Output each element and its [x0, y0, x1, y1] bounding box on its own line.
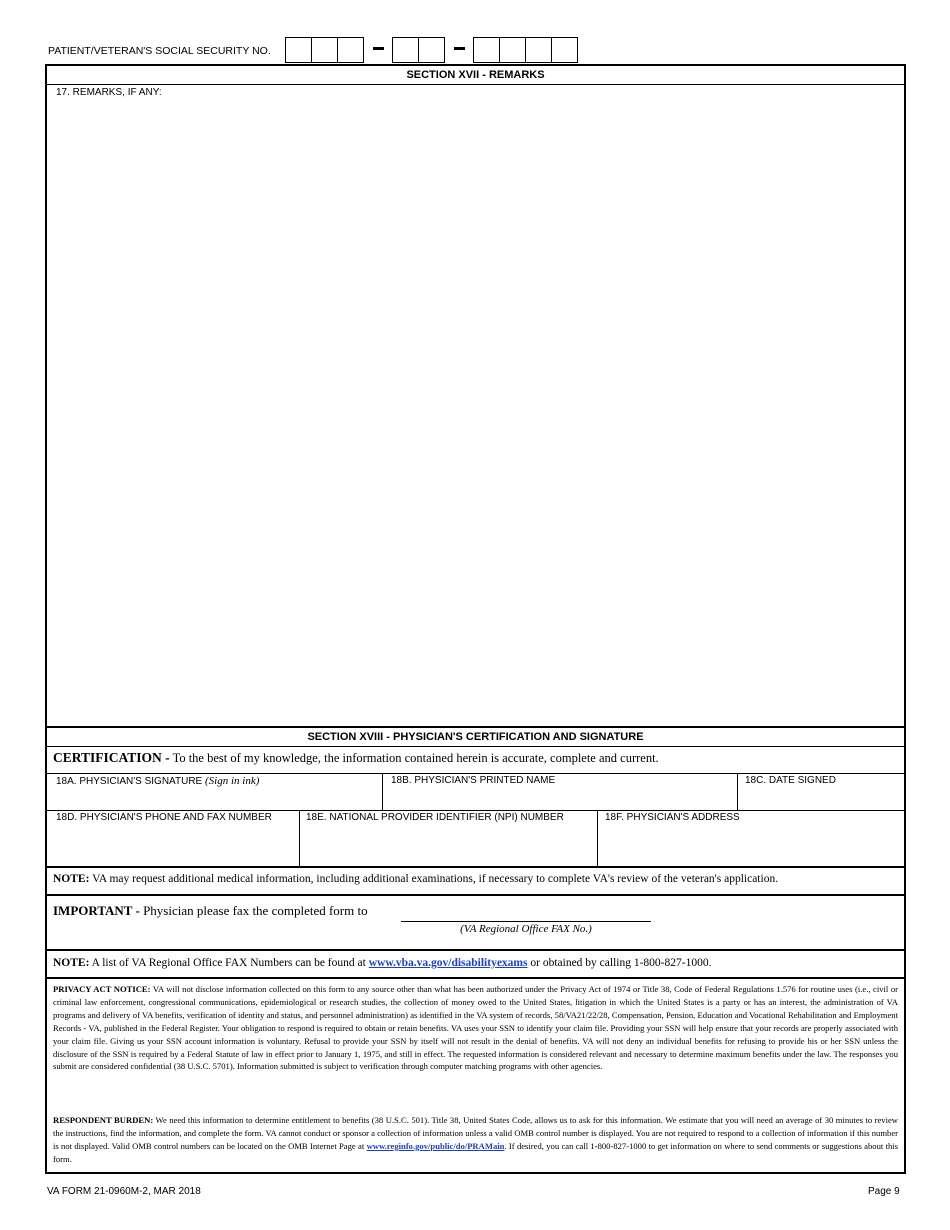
- ssn-label: PATIENT/VETERAN'S SOCIAL SECURITY NO.: [48, 45, 271, 57]
- ssn-input-group[interactable]: [286, 37, 578, 63]
- label-18f: 18F. PHYSICIAN'S ADDRESS: [605, 812, 740, 823]
- certification-text: To the best of my knowledge, the information contained herein is accurate, complete and current.: [169, 751, 659, 765]
- divider: [47, 866, 904, 868]
- fax-number-field[interactable]: [401, 921, 651, 922]
- divider: [47, 977, 904, 979]
- important-fax-instruction: IMPORTANT - Physician please fax the completed form to: [53, 903, 368, 918]
- remarks-label: 17. REMARKS, IF ANY:: [56, 87, 162, 98]
- fax-caption: (VA Regional Office FAX No.): [460, 923, 592, 935]
- ssn-digit-box[interactable]: [525, 37, 552, 63]
- reginfo-link[interactable]: www.reginfo.gov/public/do/PRAMain: [366, 1140, 505, 1151]
- label-18e: 18E. NATIONAL PROVIDER IDENTIFIER (NPI) NUMBER: [306, 812, 564, 823]
- divider: [47, 949, 904, 951]
- remarks-textarea[interactable]: [47, 85, 904, 726]
- label-18d: 18D. PHYSICIAN'S PHONE AND FAX NUMBER: [56, 812, 272, 823]
- label-18c: 18C. DATE SIGNED: [745, 775, 836, 786]
- section-18-title: SECTION XVIII - PHYSICIAN'S CERTIFICATION AND SIGNATURE: [47, 728, 904, 747]
- fax-number-input[interactable]: [401, 903, 651, 921]
- ssn-digit-box[interactable]: [473, 37, 500, 63]
- respondent-burden: RESPONDENT BURDEN: We need this information to determine entitlement to benefits (38 U.S.C. 501). Title 38, United States Code, allows us to ask for this information. We estimate that you will need an average of 30 minutes to review the instructions, find the information, and complete the form. VA cannot conduct or sponsor a collection of information unless a valid OMB control number is displayed. You are not required to respond to a collection of information if this number is not displayed. Valid OMB control numbers can be located on the OMB Internet Page at www.reginfo.gov/public/do/PRAMain. If desired, you can call 1-800-827-1000 to get information on where to send comments or suggestions about this form.: [53, 1115, 898, 1164]
- ssn-digit-box[interactable]: [392, 37, 419, 63]
- page-number: Page 9: [868, 1186, 900, 1197]
- ssn-digit-box[interactable]: [285, 37, 312, 63]
- note-additional-info: NOTE: VA may request additional medical information, including additional examinations, if necessary to complete VA's review of the veteran's application.: [53, 873, 779, 885]
- section-17-title: SECTION XVII - REMARKS: [47, 66, 904, 85]
- note-fax-list: NOTE: A list of VA Regional Office FAX Numbers can be found at www.vba.va.gov/disabilityexams or obtained by calling 1-800-827-1000.: [53, 957, 712, 969]
- ssn-dash: [454, 47, 465, 50]
- ssn-digit-box[interactable]: [418, 37, 445, 63]
- ssn-digit-box[interactable]: [499, 37, 526, 63]
- form-identifier: VA FORM 21-0960M-2, MAR 2018: [47, 1186, 201, 1197]
- vba-disability-exams-link[interactable]: www.vba.va.gov/disabilityexams: [368, 957, 528, 969]
- ssn-digit-box[interactable]: [337, 37, 364, 63]
- ssn-digit-box[interactable]: [311, 37, 338, 63]
- label-18a: 18A. PHYSICIAN'S SIGNATURE (Sign in ink): [56, 775, 260, 787]
- ssn-dash: [373, 47, 384, 50]
- label-18b: 18B. PHYSICIAN'S PRINTED NAME: [391, 775, 556, 786]
- privacy-act-notice: PRIVACY ACT NOTICE: VA will not disclose information collected on this form to any source other than what has been authorized under the Privacy Act of 1974 or Title 38, Code of Federal Regulations 1.576 for routine uses (i.e., civil or criminal law enforcement, congressional communications, epidemiological or research studies, the collection of money owed to the United States, litigation in which the United States is a party or has an interest, the administration of VA programs and delivery of VA benefits, verification of identity and status, and personnel administration) as identified in the VA system of records, 58/VA21/22/28, Compensation, Pension, Education and Vocational Rehabilitation and Employment Records - VA, published in the Federal Register. Your obligation to respond is required to obtain or retain benefits. VA uses your SSN to identify your claim file. Providing your SSN will help ensure that your records are properly associated with your claim file. Giving us your SSN account information is voluntary. Refusal to provide your SSN by itself will not result in the denial of benefits. VA will not deny an individual benefits for refusing to provide his or her SSN unless the disclosure of the SSN is required by a Federal Statute of law in effect prior to January 1, 1975, and still in effect. The requested information is considered relevant and necessary to determine maximum benefits under the law. The responses you submit are considered confidential (38 U.S.C. 5701). Information submitted is subject to verification through computer matching programs with other agencies.: [53, 984, 898, 1072]
- certification-heading: CERTIFICATION -: [53, 750, 170, 765]
- divider: [47, 894, 904, 896]
- sign-in-ink-note: (Sign in ink): [204, 775, 260, 787]
- ssn-digit-box[interactable]: [551, 37, 578, 63]
- certification-statement: [53, 750, 659, 766]
